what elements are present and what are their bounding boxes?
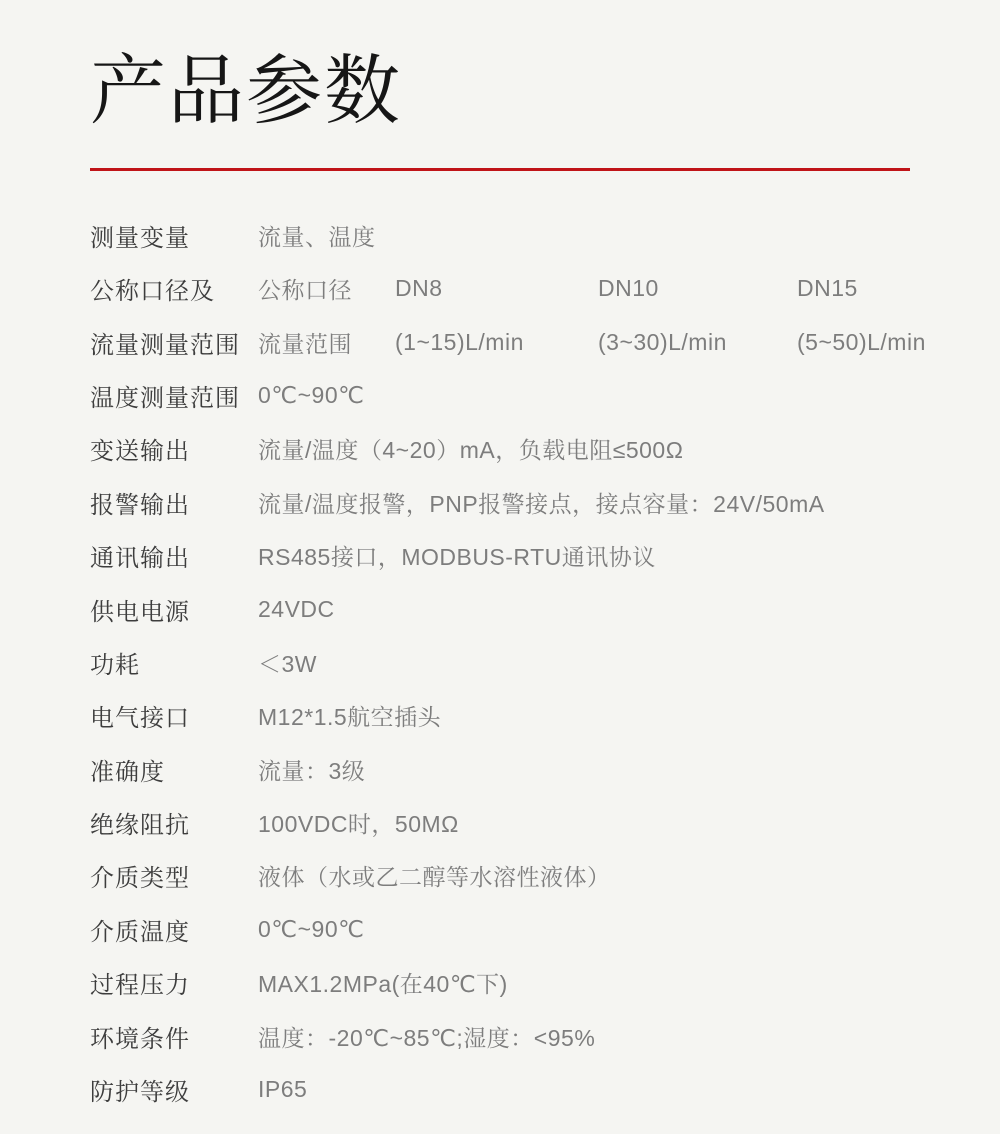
diameter-cell: DN10 [598, 275, 659, 302]
spec-label-line: 流量测量范围 [90, 331, 240, 359]
spec-row-medium-temperature [90, 903, 910, 956]
diameter-cell: DN8 [395, 275, 443, 302]
spec-row-accuracy [90, 743, 910, 796]
spec-row-environmental-conditions [90, 1009, 910, 1062]
sub-row-head: 流量范围 [258, 330, 352, 357]
spec-label: 变送输出 [90, 438, 190, 466]
spec-label: 供电电源 [90, 598, 190, 626]
spec-row-communication-output [90, 529, 910, 582]
spec-value: 24VDC [258, 595, 335, 622]
diameter-flow-matrix [258, 262, 926, 369]
spec-value: M12*1.5航空插头 [258, 704, 442, 731]
spec-row-power-consumption [90, 636, 910, 689]
spec-label: 防护等级 [90, 1079, 190, 1107]
spec-value: 液体（水或乙二醇等水溶性液体） [258, 864, 611, 891]
spec-row-transmitter-output [90, 422, 910, 475]
spec-label: 介质类型 [90, 865, 190, 893]
spec-row-power-supply [90, 582, 910, 635]
spec-label: 过程压力 [90, 972, 190, 1000]
flow-range-cell: (5~50)L/min [797, 328, 926, 355]
spec-label: 温度测量范围 [90, 384, 240, 412]
spec-row-electrical-connection [90, 689, 910, 742]
spec-value: 温度：-20℃~85℃;湿度：<95% [258, 1024, 596, 1051]
spec-value: 流量/温度（4~20）mA，负载电阻≤500Ω [258, 437, 684, 464]
spec-label: 绝缘阻抗 [90, 812, 190, 840]
spec-table [90, 209, 926, 1117]
spec-value: IP65 [258, 1076, 308, 1103]
title-divider [90, 168, 910, 171]
spec-row-process-pressure [90, 956, 910, 1009]
spec-row-diameter-flow-range [90, 262, 926, 369]
spec-label: 功耗 [90, 651, 140, 679]
spec-label: 准确度 [90, 758, 165, 786]
spec-value: 0℃~90℃ [258, 915, 365, 942]
flow-range-cell: (1~15)L/min [395, 328, 524, 355]
spec-row-protection-rating [90, 1063, 910, 1116]
spec-value: 流量：3级 [258, 757, 366, 784]
spec-row-insulation-resistance [90, 796, 910, 849]
spec-value: 0℃~90℃ [258, 381, 365, 408]
spec-label: 介质温度 [90, 918, 190, 946]
spec-value: 流量、温度 [258, 223, 376, 250]
flow-range-cell: (3~30)L/min [598, 328, 727, 355]
spec-label-line: 公称口径及 [90, 278, 215, 306]
diameter-cell: DN15 [797, 275, 858, 302]
spec-value: 100VDC时，50MΩ [258, 811, 459, 838]
spec-label: 报警输出 [90, 491, 190, 519]
spec-label [90, 262, 258, 369]
spec-value: ＜3W [258, 650, 317, 677]
spec-value: RS485接口，MODBUS-RTU通讯协议 [258, 544, 656, 571]
spec-value: MAX1.2MPa(在40℃下) [258, 971, 508, 998]
spec-row-medium-type [90, 849, 910, 902]
spec-row-alarm-output [90, 476, 910, 529]
spec-row-measured-variables [90, 209, 910, 262]
spec-label: 电气接口 [90, 705, 190, 733]
flow-range-row [258, 315, 926, 368]
spec-label: 测量变量 [90, 224, 190, 252]
spec-row-temp-range [90, 369, 910, 422]
spec-label: 通讯输出 [90, 545, 190, 573]
page-title: 产品参数 [90, 49, 402, 134]
nominal-diameter-row [258, 262, 926, 315]
spec-label: 环境条件 [90, 1025, 190, 1053]
sub-row-head: 公称口径 [258, 277, 352, 304]
spec-value: 流量/温度报警，PNP报警接点，接点容量：24V/50mA [258, 490, 825, 517]
